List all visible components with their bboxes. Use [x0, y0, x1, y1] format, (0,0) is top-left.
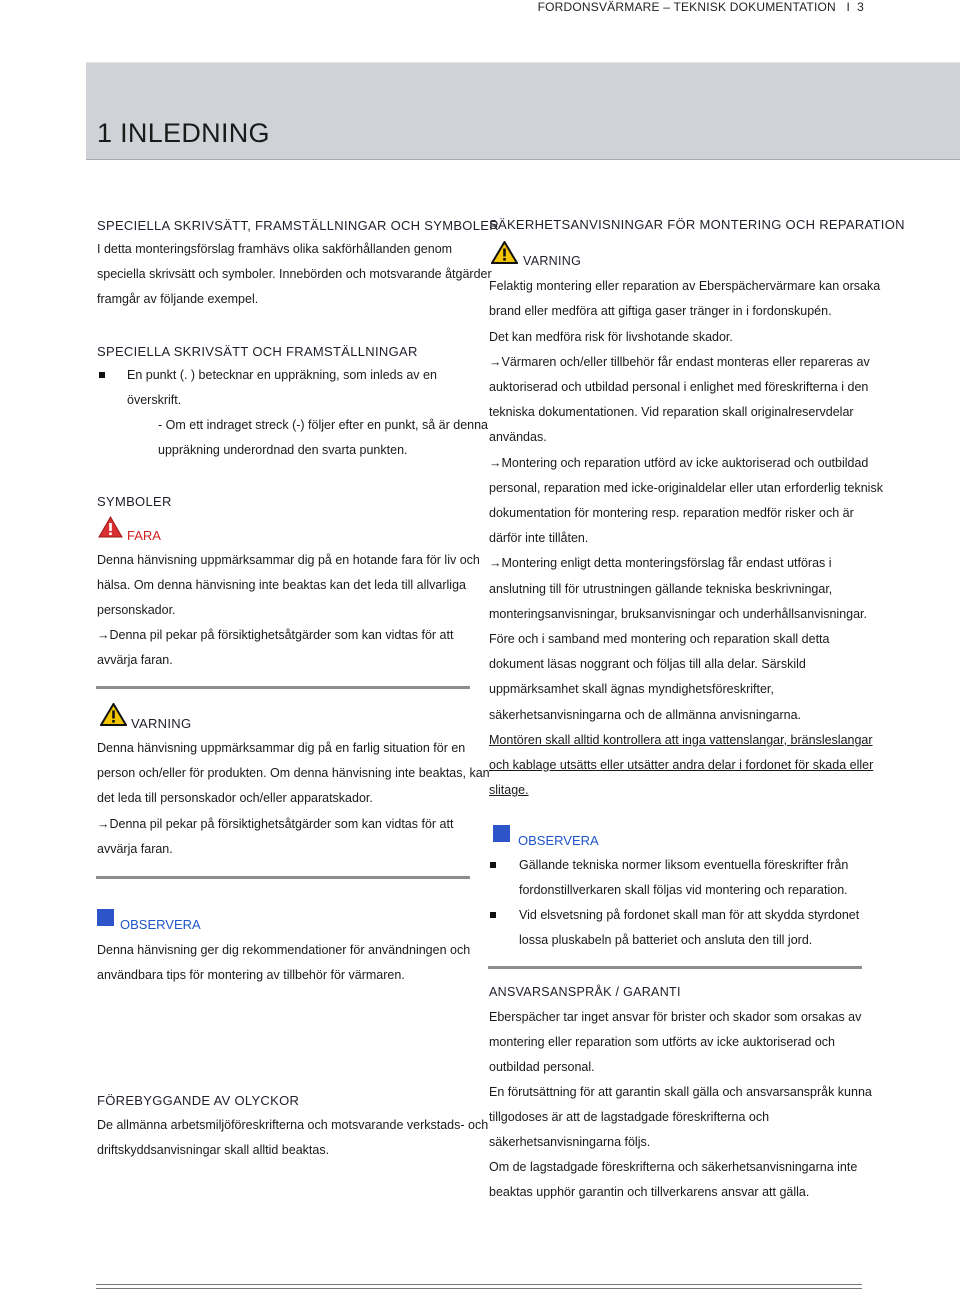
footer-rule [96, 1284, 862, 1285]
note-bullet-line: Vid elsvetsning på fordonet skall man för att skydda styrdonet [519, 908, 860, 922]
note-bullet-line: Gällande tekniska normer liksom eventuella föreskrifter från [519, 858, 849, 872]
warranty-line: Eberspächer tar inget ansvar för brister och skador som orsakas av [489, 1010, 862, 1024]
warning-line: Denna hänvisning uppmärksammar dig på en farlig situation för en [97, 741, 466, 755]
note-square-icon [493, 825, 510, 842]
running-header [538, 0, 864, 14]
warning-line: Det kan medföra risk för livshotande skador. [489, 330, 733, 344]
dash-line: - Om ett indraget streck (-) följer efter en punkt, så är denna [158, 418, 489, 432]
special-line: speciella skrivsätt och symboler. Innebörden och motsvarande åtgärder [97, 267, 492, 281]
safety-heading: SÄKERHETSANVISNINGAR FÖR MONTERING OCH REPARATION [489, 217, 905, 232]
arrow-item-line: tekniska dokumentationen. Vid reparation skall originalreservdelar [489, 405, 854, 419]
warranty-heading: ANSVARSANSPRÅK / GARANTI [489, 985, 681, 999]
arrow-icon: → [97, 628, 110, 642]
danger-line: Denna hänvisning uppmärksammar dig på en hotande fara för liv och [97, 553, 480, 567]
arrow-icon: → [489, 355, 502, 369]
arrow-item: →Montering enligt detta monteringsförslag får endast utföras i [489, 556, 832, 570]
underlined-line: och kablage utsätts eller utsätter andra delar i fordonet för skada eller [489, 758, 874, 772]
danger-triangle-icon [98, 516, 123, 538]
bullet-line: En punkt (. ) betecknar en uppräkning, som inleds av en [127, 368, 437, 382]
accident-line: driftskyddsanvisningar skall alltid beaktas. [97, 1143, 330, 1157]
underlined-line: slitage. [489, 783, 529, 797]
warranty-line: tillgodoses är att de lagstadgade föreskrifterna och [489, 1110, 770, 1124]
arrow-icon: → [489, 556, 502, 570]
arrow-icon: → [97, 817, 110, 831]
warning-line: person och/eller för produkten. Om denna hänvisning inte beaktas, kan [97, 766, 490, 780]
note-label: OBSERVERA [120, 917, 201, 932]
arrow-item-line: auktoriserad och utbildad personal i enlighet med föreskrifterna i den [489, 380, 869, 394]
footer-rule [96, 1288, 862, 1289]
arrow-item-line: dokumentation för montering resp. reparation medför risker och är [489, 506, 854, 520]
bullet-square-icon [490, 912, 496, 918]
note-line: Denna hänvisning ger dig rekommendationer för användningen och [97, 943, 471, 957]
warranty-line: montering eller reparation som utförts av icke auktoriserad och [489, 1035, 835, 1049]
danger-label: FARA [127, 528, 161, 543]
danger-arrow-line: →Denna pil pekar på försiktighetsåtgärder som kan vidtas för att [97, 628, 454, 642]
section-divider [96, 686, 470, 689]
bullet-square-icon [99, 372, 105, 378]
special-heading: SPECIELLA SKRIVSÄTT, FRAMSTÄLLNINGAR OCH SYMBOLER [97, 218, 499, 233]
note-square-icon [97, 909, 114, 926]
special-line: I detta monteringsförslag framhävs olika sakförhållanden genom [97, 242, 453, 256]
warning-triangle-icon [100, 703, 127, 726]
warning-arrow-line: →Denna pil pekar på försiktighetsåtgärder som kan vidtas för att [97, 817, 454, 831]
running-title: FORDONSVÄRMARE – TEKNISK DOKUMENTATION [537, 0, 836, 14]
arrow-item-line: monteringsanvisningar, bruksanvisningar och underhållsanvisningar. [489, 607, 868, 621]
warning-label: VARNING [523, 254, 582, 268]
note-bullet-line: lossa pluskabeln på batteriet och ansluta den till jord. [519, 933, 813, 947]
accident-heading: FÖREBYGGANDE AV OLYCKOR [97, 1093, 300, 1108]
bullet-square-icon [490, 862, 496, 868]
arrow-item: →Montering och reparation utförd av icke auktoriserad och outbildad [489, 456, 869, 470]
bullet-line: överskrift. [127, 393, 182, 407]
danger-line: personskador. [97, 603, 176, 617]
accident-line: De allmänna arbetsmiljöföreskrifterna och motsvarande verkstads- och [97, 1118, 489, 1132]
warning-line: det leda till personskador och/eller apparatskador. [97, 791, 373, 805]
warranty-line: outbildad personal. [489, 1060, 595, 1074]
symbols-heading: SYMBOLER [97, 494, 172, 509]
repr-heading: SPECIELLA SKRIVSÄTT OCH FRAMSTÄLLNINGAR [97, 344, 418, 359]
page-number: 3 [857, 0, 864, 14]
arrow-item-line: säkerhetsanvisningarna och de allmänna anvisningarna. [489, 708, 802, 722]
arrow-item-line: därför inte tillåten. [489, 531, 589, 545]
arrow-item-line: användas. [489, 430, 547, 444]
warning-arrow-line: avvärja faran. [97, 842, 173, 856]
note-bullet-line: fordonstillverkaren skall följas vid montering och reparation. [519, 883, 848, 897]
danger-arrow-line: avvärja faran. [97, 653, 173, 667]
arrow-item: →Värmaren och/eller tillbehör får endast monteras eller repareras av [489, 355, 870, 369]
arrow-item-line: uppmärksamhet skall ägnas myndighetsföreskrifter, [489, 682, 774, 696]
warning-label: VARNING [131, 716, 192, 731]
warranty-line: Om de lagstadgade föreskrifterna och säkerhetsanvisningarna inte [489, 1160, 858, 1174]
arrow-item-line: Före och i samband med montering och reparation skall detta [489, 632, 830, 646]
arrow-item-line: dokument läsas noggrant och följas till alla delar. Särskild [489, 657, 806, 671]
arrow-icon: → [489, 456, 502, 470]
note-line: användbara tips för montering av tillbehör för värmaren. [97, 968, 405, 982]
arrow-item-line: anslutning till för utrustningen gällande tekniska beskrivningar, [489, 582, 833, 596]
warranty-line: beaktas upphör garantin och tillverkarens ansvar att gälla. [489, 1185, 810, 1199]
note-label: OBSERVERA [518, 833, 599, 848]
section-divider [96, 876, 470, 879]
danger-line: hälsa. Om denna hänvisning inte beaktas kan det leda till allvarliga [97, 578, 466, 592]
chapter-title: 1 INLEDNING [97, 118, 270, 148]
header-separator: I [846, 0, 851, 14]
warning-triangle-icon [491, 241, 518, 264]
dash-line: uppräkning underordnad den svarta punkten. [158, 443, 408, 457]
warning-line: Felaktig montering eller reparation av Eberspächervärmare kan orsaka [489, 279, 881, 293]
special-line: framgår av följande exempel. [97, 292, 259, 306]
arrow-item-line: personal, reparation med icke-originaldelar eller utan erforderlig teknisk [489, 481, 883, 495]
warranty-line: En förutsättning för att garantin skall gälla och ansvarsanspråk kunna [489, 1085, 872, 1099]
section-divider [488, 966, 862, 969]
underlined-line: Montören skall alltid kontrollera att inga vattenslangar, bränsleslangar [489, 733, 873, 747]
warning-line: brand eller medföra att giftiga gaser tränger in i fordonskupén. [489, 304, 832, 318]
warranty-line: säkerhetsanvisningarna följs. [489, 1135, 651, 1149]
